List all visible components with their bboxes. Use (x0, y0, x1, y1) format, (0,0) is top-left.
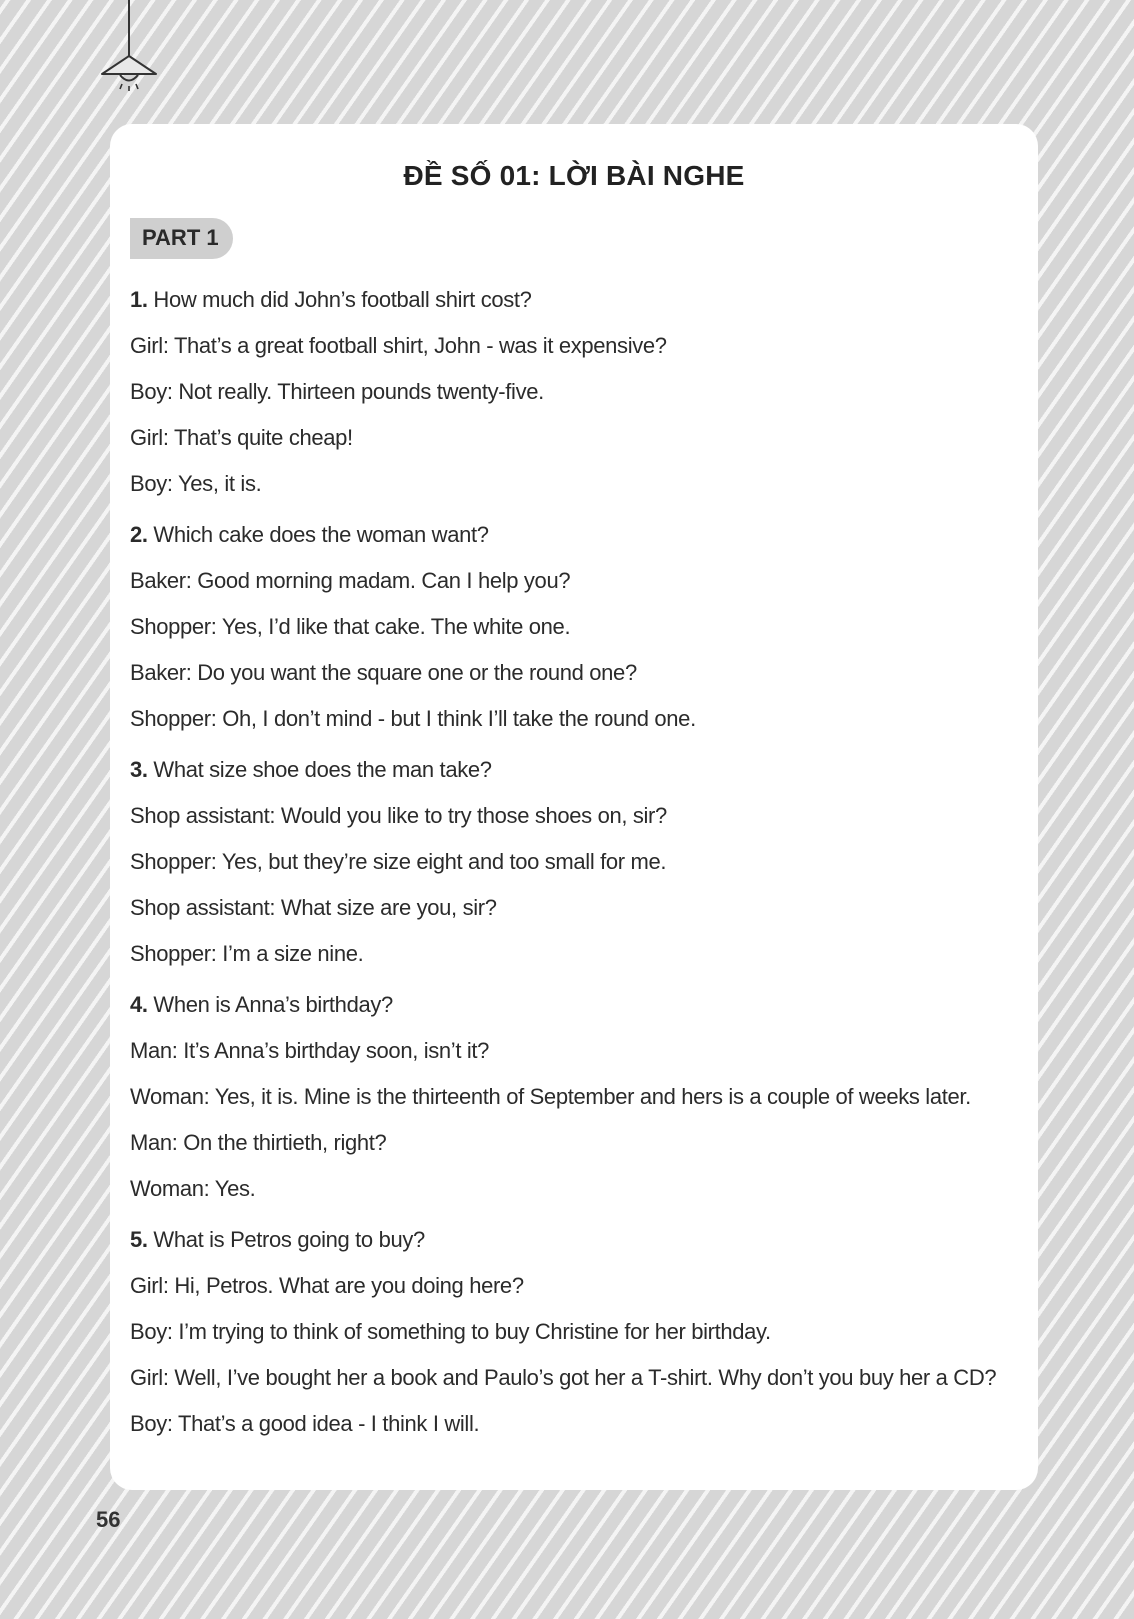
dialogue-line: Shopper: I’m a size nine. (130, 941, 364, 966)
dialogue-line: Baker: Do you want the square one or the round one? (130, 660, 637, 685)
question-number: 5. (130, 1227, 148, 1252)
dialogue-line: Baker: Good morning madam. Can I help you? (130, 568, 571, 593)
dialogue-line: Woman: Yes, it is. Mine is the thirteenth of September and hers is a couple of weeks later. (130, 1084, 971, 1109)
question-block (130, 1217, 1018, 1447)
question-text: Which cake does the woman want? (153, 522, 489, 547)
dialogue-line: Shopper: Oh, I don’t mind - but I think I’ll take the round one. (130, 706, 696, 731)
question-block (130, 277, 1018, 507)
dialogue-line: Shopper: Yes, I’d like that cake. The white one. (130, 614, 571, 639)
question-number: 2. (130, 522, 148, 547)
dialogue-line: Girl: Well, I’ve bought her a book and Paulo’s got her a T-shirt. Why don’t you buy her a CD? (130, 1365, 997, 1390)
dialogue-line: Shop assistant: What size are you, sir? (130, 895, 497, 920)
page-number: 56 (96, 1507, 121, 1532)
question-text: How much did John’s football shirt cost? (153, 287, 532, 312)
question-heading (130, 512, 1018, 558)
dialogue-line: Shop assistant: Would you like to try those shoes on, sir? (130, 803, 667, 828)
dialogue-line: Boy: Yes, it is. (130, 471, 262, 496)
dialogue-line: Boy: That’s a good idea - I think I will. (130, 1411, 480, 1436)
question-block (130, 982, 1018, 1212)
dialogue-line: Boy: Not really. Thirteen pounds twenty-five. (130, 379, 544, 404)
dialogue-line: Man: On the thirtieth, right? (130, 1130, 387, 1155)
question-list (130, 277, 1018, 1447)
question-number: 1. (130, 287, 148, 312)
question-text: What is Petros going to buy? (153, 1227, 425, 1252)
dialogue-line: Girl: That’s quite cheap! (130, 425, 353, 450)
question-block (130, 512, 1018, 742)
question-block (130, 747, 1018, 977)
question-text: When is Anna’s birthday? (153, 992, 393, 1017)
content-card (110, 124, 1038, 1490)
question-heading (130, 277, 1018, 323)
page-title: ĐỀ SỐ 01: LỜI BÀI NGHE (403, 160, 745, 191)
question-heading (130, 747, 1018, 793)
dialogue-line: Girl: Hi, Petros. What are you doing here? (130, 1273, 524, 1298)
question-text: What size shoe does the man take? (153, 757, 492, 782)
question-heading (130, 982, 1018, 1028)
hanging-lamp-icon (96, 0, 162, 100)
question-heading (130, 1217, 1018, 1263)
part-badge: PART 1 (130, 218, 233, 259)
dialogue-line: Shopper: Yes, but they’re size eight and too small for me. (130, 849, 667, 874)
question-number: 4. (130, 992, 148, 1017)
dialogue-line: Woman: Yes. (130, 1176, 256, 1201)
dialogue-line: Man: It’s Anna’s birthday soon, isn’t it? (130, 1038, 490, 1063)
dialogue-line: Boy: I’m trying to think of something to buy Christine for her birthday. (130, 1319, 771, 1344)
question-number: 3. (130, 757, 148, 782)
dialogue-line: Girl: That’s a great football shirt, John - was it expensive? (130, 333, 667, 358)
